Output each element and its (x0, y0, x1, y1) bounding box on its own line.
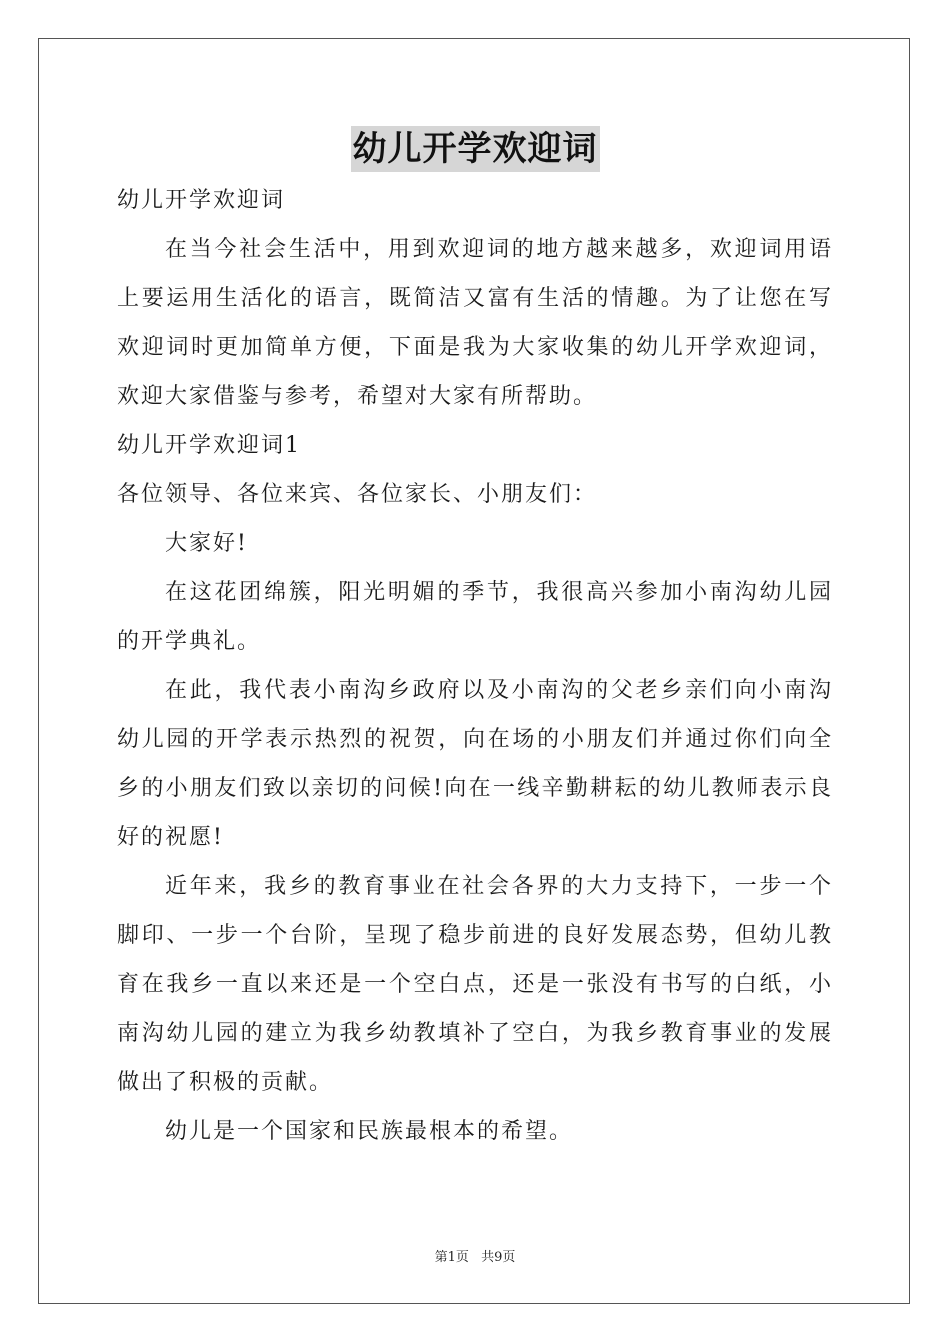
body-paragraph: 在此，我代表小南沟乡政府以及小南沟的父老乡亲们向小南沟幼儿园的开学表示热烈的祝贺，向在场的小朋友们并通过你们向全乡的小朋友们致以亲切的问候!向在一线辛勤耕耘的幼儿教师表示良好的祝愿! (117, 678, 833, 850)
page-number: 第1页 (434, 1250, 469, 1265)
body-paragraph: 幼儿是一个国家和民族最根本的希望。 (165, 1119, 574, 1144)
document-body (117, 176, 833, 1156)
section-heading: 幼儿开学欢迎词1 (117, 433, 301, 458)
page-total: 共9页 (481, 1250, 516, 1265)
salutation-paragraph: 各位领导、各位来宾、各位家长、小朋友们： (117, 482, 598, 507)
subtitle-paragraph: 幼儿开学欢迎词 (117, 188, 286, 213)
intro-paragraph: 在当今社会生活中，用到欢迎词的地方越来越多，欢迎词用语上要运用生活化的语言，既简洁又富有生活的情趣。为了让您在写欢迎词时更加简单方便，下面是我为大家收集的幼儿开学欢迎词，欢迎大家借鉴与参考，希望对大家有所帮助。 (117, 237, 833, 409)
document-title: 幼儿开学欢迎词 (351, 126, 600, 172)
title-container (0, 126, 950, 172)
body-paragraph: 近年来，我乡的教育事业在社会各界的大力支持下，一步一个脚印、一步一个台阶，呈现了稳步前进的良好发展态势，但幼儿教育在我乡一直以来还是一个空白点，还是一张没有书写的白纸，小南沟幼儿园的建立为我乡幼教填补了空白，为我乡教育事业的发展做出了积极的贡献。 (117, 874, 833, 1095)
page-footer (0, 1246, 950, 1265)
greeting-paragraph: 大家好! (165, 531, 248, 556)
body-paragraph: 在这花团绵簇，阳光明媚的季节，我很高兴参加小南沟幼儿园的开学典礼。 (117, 580, 833, 654)
